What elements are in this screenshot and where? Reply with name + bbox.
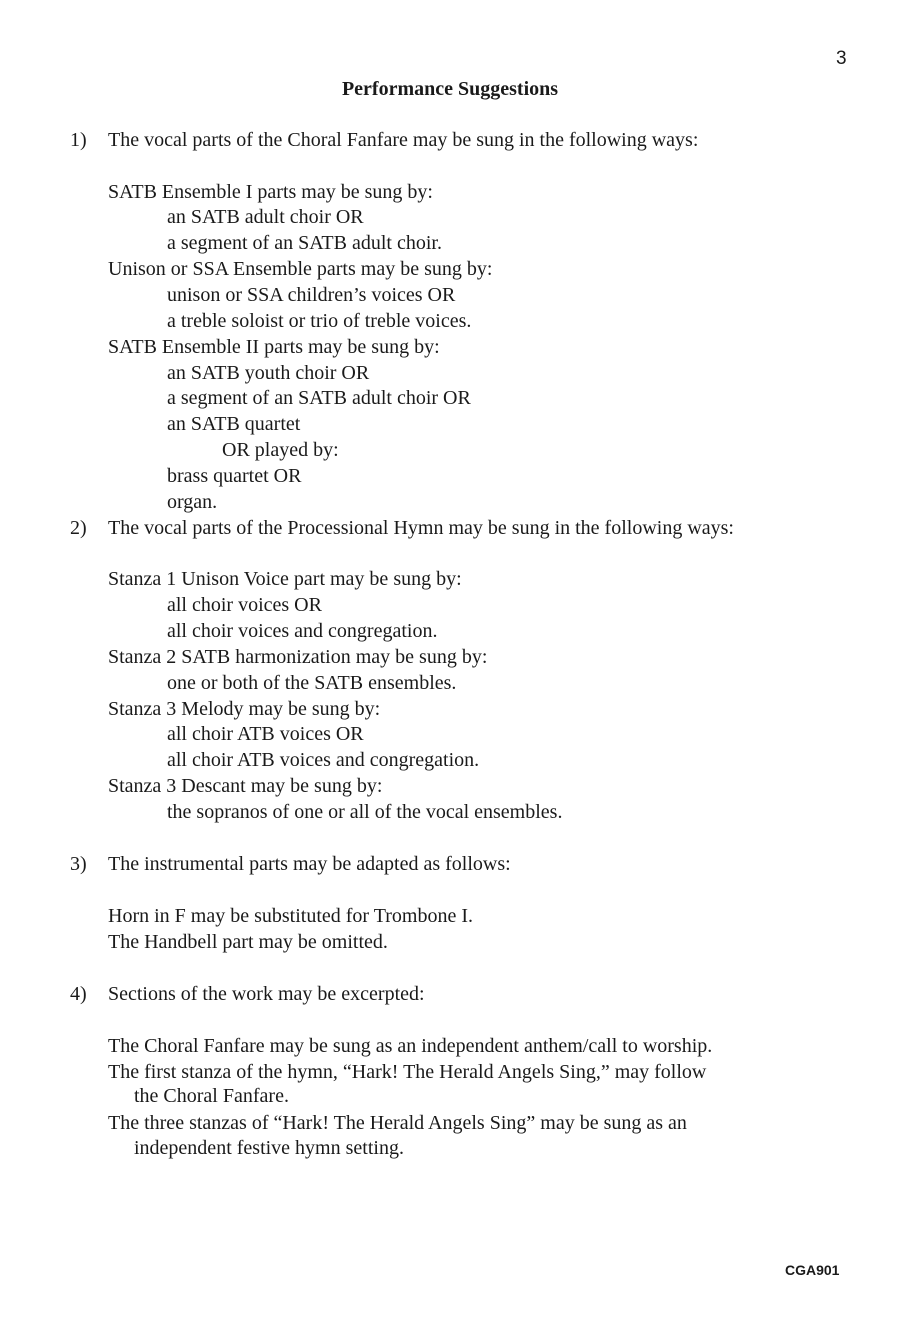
section-3-heading: The instrumental parts may be adapted as follows: <box>108 853 511 875</box>
section-1-heading: The vocal parts of the Choral Fanfare may be sung in the following ways: <box>108 129 699 151</box>
section-2-number: 2) <box>70 517 87 539</box>
list-item: a segment of an SATB adult choir OR <box>167 387 471 409</box>
list-item: Stanza 1 Unison Voice part may be sung by: <box>108 568 462 590</box>
list-item: Unison or SSA Ensemble parts may be sung by: <box>108 258 493 280</box>
list-item: all choir voices OR <box>167 594 322 616</box>
list-item: The three stanzas of “Hark! The Herald Angels Sing” may be sung as an <box>108 1112 687 1134</box>
list-item: Stanza 3 Descant may be sung by: <box>108 775 383 797</box>
list-item: the sopranos of one or all of the vocal ensembles. <box>167 801 563 823</box>
list-item: all choir ATB voices OR <box>167 723 364 745</box>
page-number: 3 <box>836 48 847 69</box>
list-item: OR played by: <box>222 439 339 461</box>
list-item: independent festive hymn setting. <box>134 1137 404 1159</box>
list-item: The Choral Fanfare may be sung as an independent anthem/call to worship. <box>108 1035 713 1057</box>
list-item: a segment of an SATB adult choir. <box>167 232 442 254</box>
list-item: Horn in F may be substituted for Trombone I. <box>108 905 473 927</box>
list-item: an SATB quartet <box>167 413 301 435</box>
page-title: Performance Suggestions <box>341 78 559 100</box>
list-item: SATB Ensemble I parts may be sung by: <box>108 181 433 203</box>
list-item: SATB Ensemble II parts may be sung by: <box>108 336 440 358</box>
list-item: all choir ATB voices and congregation. <box>167 749 480 771</box>
list-item: organ. <box>167 491 218 513</box>
list-item: Stanza 2 SATB harmonization may be sung by: <box>108 646 488 668</box>
catalog-code: CGA901 <box>785 1262 840 1278</box>
list-item: an SATB adult choir OR <box>167 206 364 228</box>
list-item: The Handbell part may be omitted. <box>108 931 388 953</box>
list-item: an SATB youth choir OR <box>167 362 370 384</box>
list-item: all choir voices and congregation. <box>167 620 438 642</box>
section-4-heading: Sections of the work may be excerpted: <box>108 983 425 1005</box>
list-item: a treble soloist or trio of treble voices. <box>167 310 472 332</box>
list-item: unison or SSA children’s voices OR <box>167 284 456 306</box>
section-4-number: 4) <box>70 983 87 1005</box>
list-item: brass quartet OR <box>167 465 302 487</box>
list-item: The first stanza of the hymn, “Hark! The Herald Angels Sing,” may follow <box>108 1061 707 1083</box>
section-2-heading: The vocal parts of the Processional Hymn may be sung in the following ways: <box>108 517 734 539</box>
list-item: the Choral Fanfare. <box>134 1085 289 1107</box>
section-3-number: 3) <box>70 853 87 875</box>
list-item: one or both of the SATB ensembles. <box>167 672 457 694</box>
section-1-number: 1) <box>70 129 87 151</box>
list-item: Stanza 3 Melody may be sung by: <box>108 698 381 720</box>
